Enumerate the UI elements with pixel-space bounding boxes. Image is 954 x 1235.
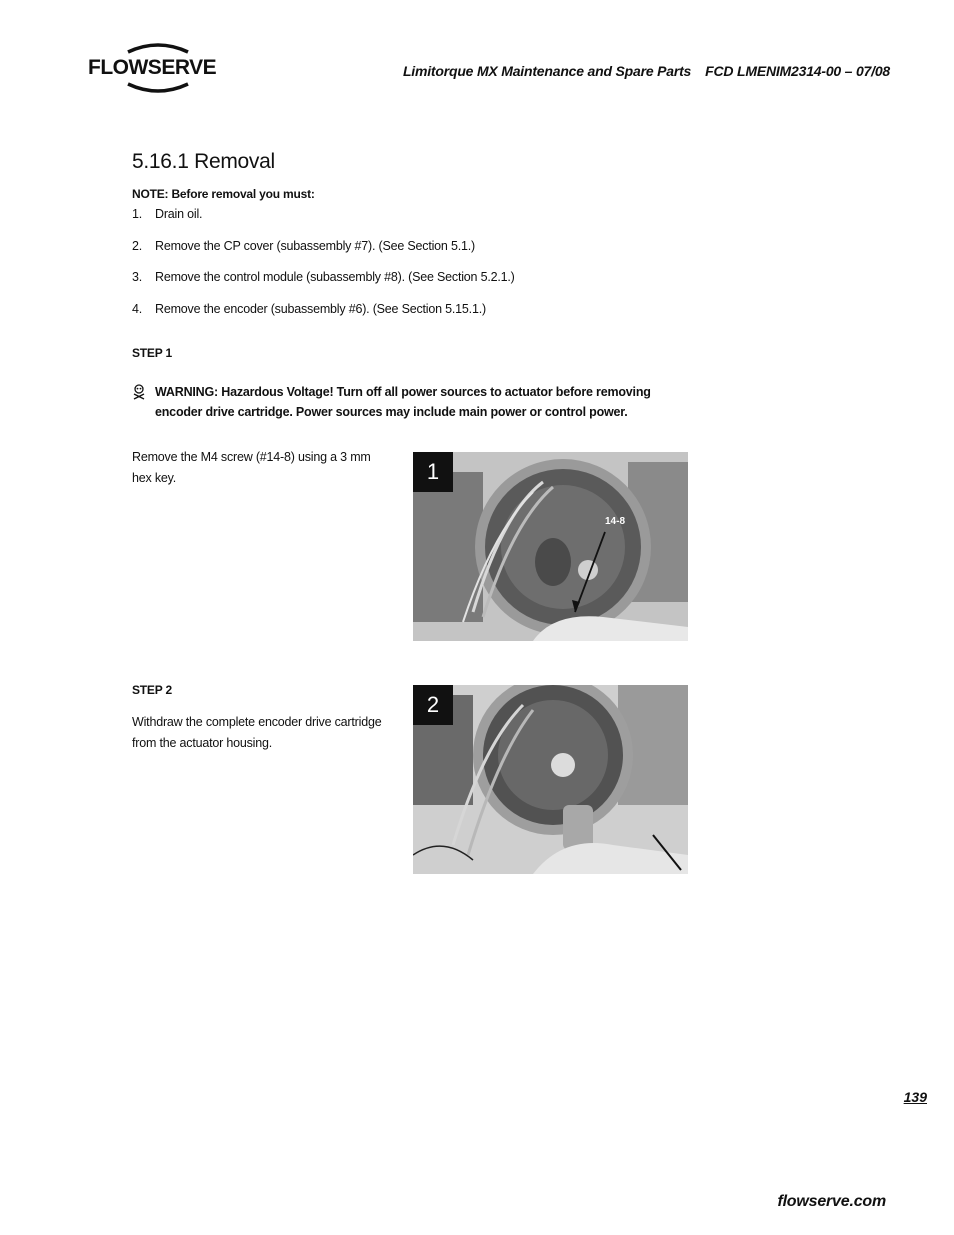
step-2-photo xyxy=(413,685,688,874)
step-1-photo xyxy=(413,452,688,641)
cartridge-removal-image xyxy=(413,685,688,874)
figure-number-badge: 2 xyxy=(413,685,453,725)
warning-block xyxy=(132,382,662,422)
flowserve-logo xyxy=(88,40,228,96)
footer-website: flowserve.com xyxy=(777,1193,886,1210)
skull-crossbones-icon xyxy=(132,384,146,400)
section-title: 5.16.1 Removal xyxy=(132,150,275,173)
prerequisite-list xyxy=(132,207,652,333)
step-1-instructions: Remove the M4 screw (#14-8) using a 3 mm hex key. xyxy=(132,450,371,485)
list-item: 4. Remove the encoder (subassembly #6). (See Section 5.15.1.) xyxy=(132,301,486,316)
warning-line-1: WARNING: Hazardous Voltage! Turn off all power sources to actuator before removing xyxy=(155,385,651,399)
step-2-label: STEP 2 xyxy=(132,683,172,697)
logo-wordmark: FLOWSERVE xyxy=(88,56,217,79)
list-item: 1. Drain oil. xyxy=(132,207,203,221)
figure-number-badge: 1 xyxy=(413,452,453,492)
list-item: 3. Remove the control module (subassembly #8). (See Section 5.2.1.) xyxy=(132,270,515,284)
doc-title: Limitorque MX Maintenance and Spare Parts xyxy=(402,63,692,79)
prerequisite-note: NOTE: Before removal you must: xyxy=(132,187,315,201)
step-1-label: STEP 1 xyxy=(132,346,172,360)
part-callout-label: 14-8 xyxy=(605,516,626,527)
document-header xyxy=(370,63,890,79)
step-2-instructions: Withdraw the complete encoder drive cartridge from the actuator housing. xyxy=(132,715,382,750)
page-number: 139 xyxy=(903,1089,927,1105)
warning-line-2: encoder drive cartridge. Power sources may include main power or control power. xyxy=(155,405,628,419)
doc-code: FCD LMENIM2314-00 – 07/08 xyxy=(705,63,890,79)
list-item: 2. Remove the CP cover (subassembly #7). (See Section 5.1.) xyxy=(132,238,475,253)
actuator-housing-image xyxy=(413,452,688,641)
